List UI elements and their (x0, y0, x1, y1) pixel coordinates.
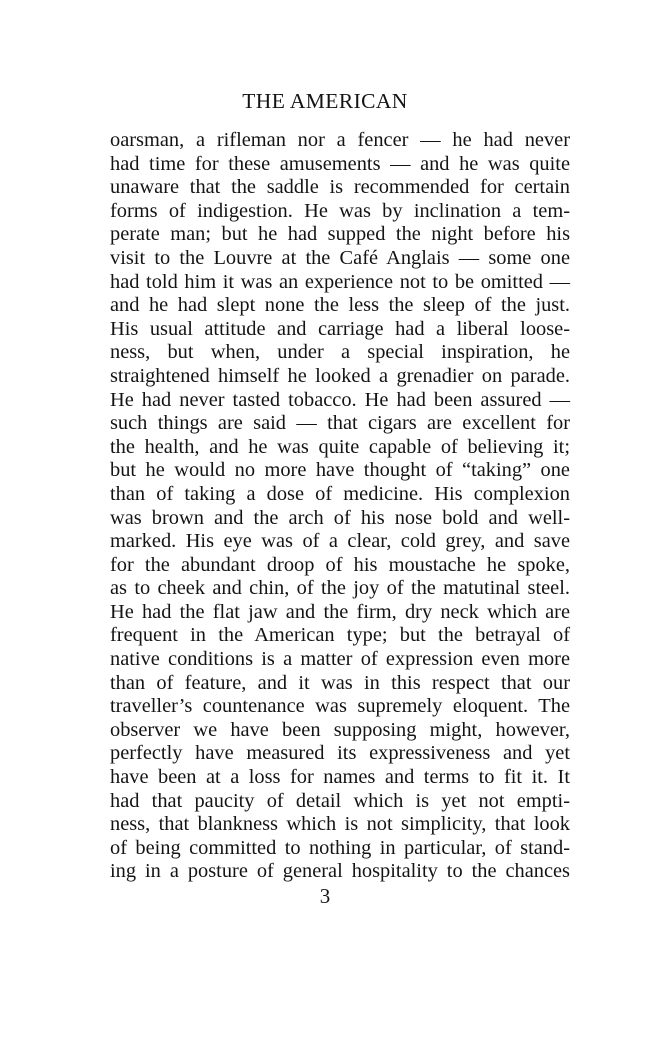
text-line: and he had slept none the less the sleep of the just. (110, 294, 570, 317)
text-line: traveller’s countenance was supremely eloquent. The (110, 695, 570, 718)
text-line: had that paucity of detail which is yet not empti- (110, 789, 570, 812)
text-line: the health, and he was quite capable of believing it; (110, 435, 570, 458)
text-line: visit to the Louvre at the Café Anglais — some one (110, 246, 570, 269)
text-line: He had the flat jaw and the firm, dry neck which are (110, 600, 570, 623)
text-line: unaware that the saddle is recommended for certain (110, 176, 570, 199)
page-number: 3 (319, 884, 331, 908)
text-line: had told him it was an experience not to be omitted — (110, 270, 570, 293)
text-line: had time for these amusements — and he was quite (110, 152, 570, 175)
body-text (110, 129, 570, 884)
text-line: ness, that blankness which is not simplicity, that look (110, 813, 570, 836)
text-line: have been at a loss for names and terms to fit it. It (110, 766, 570, 789)
text-line: for the abundant droop of his moustache he spoke, (110, 553, 570, 576)
text-line: marked. His eye was of a clear, cold grey, and save (110, 530, 570, 553)
text-line: forms of indigestion. He was by inclination a tem- (110, 199, 570, 222)
text-line: frequent in the American type; but the betrayal of (110, 624, 570, 647)
text-line: oarsman, a rifleman nor a fencer — he had never (110, 129, 570, 151)
text-line: such things are said — that cigars are excellent for (110, 412, 570, 435)
text-line: of being committed to nothing in particular, of stand- (110, 836, 570, 859)
text-line: was brown and the arch of his nose bold and well- (110, 506, 570, 529)
text-line: than of taking a dose of medicine. His complexion (110, 482, 570, 505)
running-head: THE AMERICAN (242, 89, 408, 113)
text-line: observer we have been supposing might, however, (110, 718, 570, 741)
text-line: straightened himself he looked a grenadier on parade. (110, 364, 570, 387)
text-line: perate man; but he had supped the night before his (110, 223, 570, 246)
text-line: but he would no more have thought of “taking” one (110, 459, 570, 482)
text-line: than of feature, and it was in this respect that our (110, 671, 570, 694)
text-line: ness, but when, under a special inspiration, he (110, 341, 570, 364)
text-line: as to cheek and chin, of the joy of the matutinal steel. (110, 577, 570, 600)
text-line: He had never tasted tobacco. He had been assured — (110, 388, 570, 411)
text-line: ing in a posture of general hospitality to the chances (110, 860, 570, 883)
text-line: perfectly have measured its expressiveness and yet (110, 742, 570, 765)
text-line: His usual attitude and carriage had a liberal loose- (110, 317, 570, 340)
text-line: native conditions is a matter of expression even more (110, 648, 570, 671)
